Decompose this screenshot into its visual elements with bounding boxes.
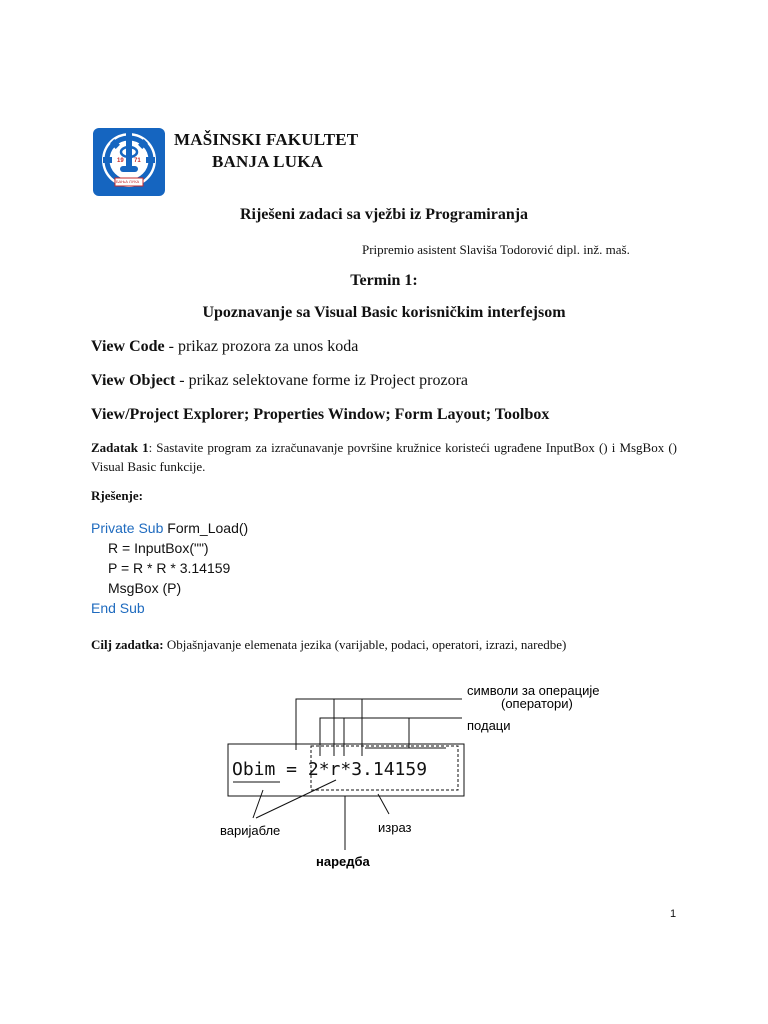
faculty-logo	[93, 128, 165, 196]
page-number: 1	[670, 908, 677, 920]
data-label: подаци	[467, 718, 511, 733]
logo-year-left: 19	[117, 158, 124, 164]
task-text: : Sastavite program za izračunavanje površine kružnice koristeći ugrađene InputBox () i MsgBox () Visual Basic funkcije.	[91, 440, 677, 474]
data-leader	[320, 718, 462, 756]
author-line: Pripremio asistent Slaviša Todorović dipl. inž. maš.	[362, 242, 630, 257]
expression-label: израз	[378, 820, 412, 835]
language-elements-diagram	[0, 670, 768, 880]
faculty-name: MAŠINSKI FAKULTET	[174, 130, 359, 149]
document-title: Riješeni zadaci sa vježbi iz Programiranja	[239, 206, 529, 223]
operators-label-sub: (оператори)	[501, 696, 573, 711]
task-label: Zadatak 1	[91, 440, 149, 455]
expression-text: Obim = 2*r*3.14159	[232, 759, 428, 780]
code-text: Form_Load()	[163, 520, 249, 536]
code-keyword: Private Sub	[91, 520, 164, 536]
faculty-city: BANJA LUKA	[212, 152, 324, 171]
view-object-key: View Object	[91, 372, 176, 389]
operators-label: символи за операције	[467, 683, 600, 698]
code-keyword: End Sub	[91, 600, 145, 616]
view-code-desc: - prikaz prozora za unos koda	[164, 338, 359, 355]
logo-year-right: 71	[134, 158, 141, 164]
code-line: P = R * R * 3.14159	[108, 560, 231, 576]
view-object-line	[91, 372, 468, 390]
code-block	[91, 518, 248, 618]
variables-label: варијабле	[220, 823, 281, 838]
goal-label: Cilj zadatka:	[91, 637, 164, 652]
goal-line	[91, 637, 566, 653]
code-line: MsgBox (P)	[108, 580, 182, 596]
statement-label: наредба	[316, 854, 370, 869]
view-object-desc: - prikaz selektovane forme iz Project prozora	[175, 372, 469, 389]
subtitle-heading: Upoznavanje sa Visual Basic korisničkim interfejsom	[202, 304, 566, 321]
task-paragraph	[91, 438, 677, 476]
operators-leader	[296, 699, 462, 750]
logo-caption: БАЊА ЛУКА	[116, 179, 140, 184]
code-line: R = InputBox("")	[108, 540, 209, 556]
code-line	[91, 518, 248, 538]
term-heading: Termin 1:	[350, 272, 418, 289]
menu-items-line: View/Project Explorer; Properties Window; Form Layout; Toolbox	[91, 406, 550, 423]
solution-label: Rješenje:	[91, 488, 143, 503]
faculty-emblem-icon	[93, 128, 165, 196]
view-code-key: View Code	[91, 338, 165, 355]
view-code-line	[91, 338, 358, 356]
goal-text: Objašnjavanje elemenata jezika (varijable, podaci, operatori, izrazi, naredbe)	[163, 637, 567, 652]
